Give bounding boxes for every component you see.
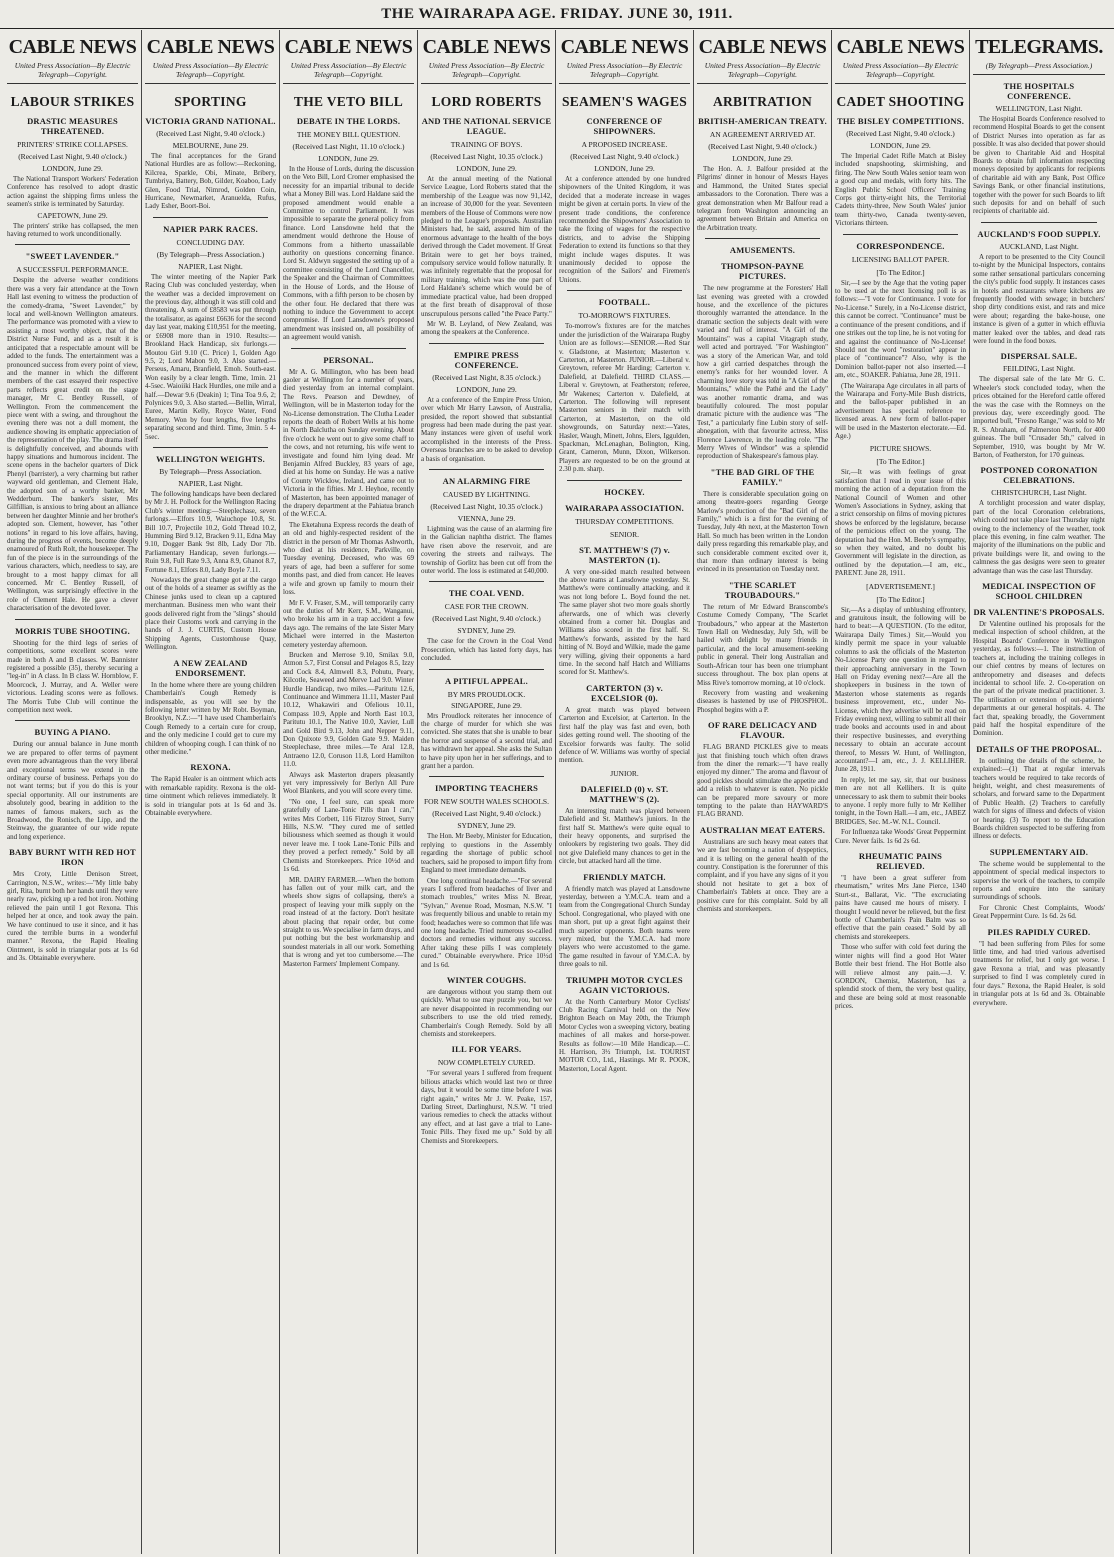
section-divider bbox=[153, 217, 268, 218]
article-kicker: LICENSING BALLOT PAPER. bbox=[851, 254, 950, 264]
article-subheadline: EMPIRE PRESS CONFERENCE. bbox=[454, 349, 519, 370]
article-subheadline: AUCKLAND'S FOOD SUPPLY. bbox=[977, 228, 1101, 239]
article-subheadline: AN ALARMING FIRE bbox=[442, 475, 531, 486]
section-divider bbox=[15, 619, 130, 620]
section-divider bbox=[15, 720, 130, 721]
article-headline: ARBITRATION bbox=[712, 94, 813, 109]
section-divider bbox=[429, 469, 544, 470]
dateline: LONDON, June 29. bbox=[318, 154, 379, 163]
received-line: (Received Last Night, 10.35 o'clock.) bbox=[430, 501, 543, 511]
article-kicker: BY MRS PROUDLOCK. bbox=[447, 689, 526, 699]
article-subheadline: ILL FOR YEARS. bbox=[451, 1044, 522, 1055]
article-subheadline: NAPIER PARK RACES. bbox=[163, 223, 258, 234]
article-paragraph: The Hon. Mr Beeby, Minister for Education, replying to questions in the Assembly regarding the shortage of public school teachers, said he proposed to import fifty from England to meet immediate demands. bbox=[421, 832, 552, 875]
article-subheadline: THE HOSPITALS CONFERENCE. bbox=[1003, 81, 1075, 101]
article-kicker: CONCLUDING DAY. bbox=[176, 237, 245, 247]
article-paragraph: Mr F. V. Fraser, S.M., will temporarily carry out the duties of Mr Kerr, S.M., Wanganui, who broke his arm in a trap accident a few days ago. The remains of the late Sister Mary Michael were interred in the Masterton cemetery yesterday afternoon. bbox=[283, 598, 414, 649]
article-subheadline: BUYING A PIANO. bbox=[34, 727, 111, 738]
dateline: SYDNEY, June 29. bbox=[457, 626, 516, 636]
article-subheadline: BABY BURNT WITH RED HOT IRON bbox=[9, 847, 136, 868]
received-line: (Received Last Night, 9.40 o'clock.) bbox=[156, 129, 265, 138]
article-subheadline: FRIENDLY MATCH. bbox=[583, 871, 666, 882]
article-paragraph: Mr A. G. Millington, who has been head gaoler at Wellington for a number of years, died yesterday from an internal complaint. The Revs. Pearson and Dewdney, of Wellington, will be in Masterton today for the No-License demonstration. The Clutha Leader reports the death of Robert Wells at his home in North Balclutha on Sunday evening. About five o'clock he went out to give some chaff to the cows, and not returning, his wife went to investigate and found him lying dead. Mr Benjamin Alfred Buckley, 83 years of age, died at his home on Sunday. He was a native of County Wicklow, Ireland, and came out to Victoria in the fifties. Mr J. Heyhoe, recently of Masterton, has been appointed manager of the drapery department at the Pahiatua branch of the W.F.C.A. bbox=[283, 367, 414, 519]
newspaper-column bbox=[4, 30, 142, 1554]
article-subheadline: BRITISH-AMERICAN TREATY. bbox=[698, 116, 827, 126]
press-association-credit: United Press Association—By Electric Telegraph—Copyright. bbox=[421, 61, 552, 84]
article-paragraph: During our annual balance in June month we are prepared to offer terms of payment even more advantageous than the very liberal and exceptional terms we extend in the ordinary course of business. Perhaps you do not want terms; but if you do this is your special opportunity. All our instruments are absolutely good, bearing in addition to the names of famous makers, such as the Broadwood, the Ronisch, the Lipp, and the Steinway, the guarantee of our wide repute and long experience. bbox=[7, 740, 138, 841]
received-line: (Received Last Night, 9.40 o'clock.) bbox=[18, 152, 127, 161]
article-paragraph: Recovery from wasting and weakening diseases is hastened by use of PHOSPHOL. Phosphol begins with a P. bbox=[697, 688, 828, 714]
article-subheadline: VICTORIA GRAND NATIONAL. bbox=[145, 116, 276, 126]
article-paragraph: Sir,—It was with feelings of great satisfaction that I read in your issue of this morning the action of a deputation from the National Council of Women and other Women's Associations in Sydney, asking that a strict censorship on films of moving pictures shows be enforced by the legislature, because of the pernicious effect on the young. The deputation had the Hon. M. Beeby's sympathy, so when they waited, and no doubt his Government will legislate in the direction, as outlined by the deputation.—I am, etc., PARENT. June 28, 1911. bbox=[835, 468, 966, 578]
article-subheadline: POSTPONED CORONATION CELEBRATIONS. bbox=[980, 465, 1098, 486]
article-subheadline: THOMPSON-PAYNE PICTURES. bbox=[720, 261, 805, 282]
press-association-credit: (By Telegraph—Press Association.) bbox=[973, 61, 1105, 75]
article-subheadline: A PITIFUL APPEAL. bbox=[445, 675, 528, 686]
article-paragraph: Shooting for the third legs of series of competitions, some excellent scores were made in both A and B classes. W. Bannister registered a possible (35), thereby securing a "leg-in" in A class. In B class W. Hornblow, F. Moorcock, J. Murray, and A. Weller were victorious. Leading scores were as follows. The Morris Tube Club will continue the competition next week. bbox=[7, 638, 138, 714]
article-paragraph: In the House of Lords, during the discussion on the Veto Bill, Lord Cromer emphasised the necessity for an impartial tribunal to decide what a Money Bill was. Lord Haldane said the proposed amendment would enable a Committee to control Parliament. It was impossible to separate the general policy from finance. Lord Lansdowne held that the amendment would dethrone the House of Commons from a hitherto unassailable authority on questions concerning finance. Lord St. Aldwyn suggested the setting up of a committee consisting of the Lord Chancellor, the Speaker and the Chairman of Committees in the House of Lords, and the House of Commons, with a fifth person to be chosen by the other four. He declared that there was nothing to induce the Government to accept compromise. If Lord Lansdowne's proposed amendment was insisted on, all possibility of an agreement would vanish. bbox=[283, 165, 414, 342]
article-paragraph: The Hon. A. J. Balfour presided at the Pilgrims' dinner in honour of Messrs Hayes and Hammond, the United States special ambassadors to the Coronation. There was a great demonstration when Mr Balfour read a telegram from Washington announcing an agreement between Britain and America on the Arbitration treaty. bbox=[697, 165, 828, 232]
article-kicker: FOR NEW SOUTH WALES SCHOOLS. bbox=[424, 797, 549, 807]
newspaper-column bbox=[280, 30, 418, 1554]
press-association-credit: United Press Association—By Electric Telegraph—Copyright. bbox=[145, 61, 276, 84]
article-headline: LABOUR STRIKES bbox=[10, 94, 135, 109]
article-subheadline: "THE SCARLET TROUBADOURS." bbox=[724, 579, 801, 600]
article-paragraph: The printers' strike has collapsed, the men having returned to work unconditionally. bbox=[7, 221, 138, 239]
article-subheadline: AND THE NATIONAL SERVICE LEAGUE. bbox=[421, 116, 552, 136]
article-paragraph: Sir,—As a display of unblushing effrontery, and gratuitous insult, the following will be hard to beat:—A QUESTION. (To the editor, Wairarapa Daily Times.) Sir,—Would you kindly permit me space in your valuable columns to ask the officials of the Masterton No-License Party one question in regard to their approaching anniversary in the Town Hall on Friday evening next?—Are all the shopkeepers in business in the town of Masterton whose statements as regards business improvement, etc., under No-License, which they advertise will be read on Friday evening next, willing to submit all their trade books and accounts used in and about their respective businesses, and everything necessary to obtain an accurate account thereof, to Messrs W. Hunt, of Wellington, accountant?—I am, etc., J. J. KELLIHER. June 28, 1911. bbox=[835, 605, 966, 774]
article-subheadline: TRIUMPH MOTOR CYCLES AGAIN VICTORIOUS. bbox=[566, 974, 683, 995]
article-headline: THE VETO BILL bbox=[293, 94, 404, 109]
received-line: (Received Last Night, 9.40 o'clock.) bbox=[846, 129, 955, 138]
article-paragraph: For Chronic Chest Complaints, Woods' Great Peppermint Cure. 1s 6d. 2s 6d. bbox=[973, 903, 1105, 921]
article-paragraph: The dispersal sale of the late Mr G. C. Wheeler's stock concluded today, when the prices obtained for the Hereford cattle offered the was the case with the Romneys on the previous day, were exceedingly good. The imported bull, "Fresno Range," was sold to Mr R. S. Abraham, of Palmerston North, for 400 guineas. The bull "Crusader 5th," calved in September, 1910, was bought by Mr W. Barton, of Featherston, for 170 guineas. bbox=[973, 375, 1105, 459]
press-association-credit: United Press Association—By Electric Telegraph—Copyright. bbox=[835, 61, 966, 84]
article-paragraph: Nowadays the great change got at the cargo out of the holds of a steamer as swiftly as the Chinese junks used to clean up a captured merchantman. Business men who want their goods delivered right from the "slings" should place their Customs work and carrying in the hands of J. J. CURTIS, Custom House Shipping Agents, Customhouse Quay, Wellington. bbox=[145, 576, 276, 652]
received-line: (Received Last Night, 8.35 o'clock.) bbox=[432, 372, 541, 382]
article-subheadline: PILES RAPIDLY CURED. bbox=[987, 926, 1091, 937]
article-paragraph: At a conference of the Empire Press Union, over which Mr Harry Lawson, of Australia, presided, the report showed that substantial progress had been made during the past year. Many instances were given of useful work accomplished in the interests of the Press. Overseas branches are to be asked to develop a basis of organisation. bbox=[421, 395, 552, 463]
article-paragraph: "I had been suffering from Piles for some little time, and had tried various advertised treatments for relief, but I only got worse. I gave Rexona a trial, and was pleasantly surprised to find I was completely cured in four days." Rexona, the Rapid Healer, is sold in triangular pots at 1s 6d and 3s. Obtainable everywhere. bbox=[973, 939, 1105, 1007]
article-subheadline: FOOTBALL. bbox=[598, 297, 651, 308]
column-banner: CABLE NEWS bbox=[146, 36, 275, 58]
dateline: SYDNEY, June 29. bbox=[457, 821, 516, 831]
article-subheadline: MEDICAL INSPECTION OF SCHOOL CHILDREN bbox=[982, 581, 1096, 602]
article-subheadline: WAIRARAPA ASSOCIATION. bbox=[565, 502, 684, 513]
article-paragraph: At the annual meeting of the National Service League, Lord Roberts stated that the membership of the League was now 91,142, an increase of 30,000 for the year. Seventeen members of the House of Commons were now pledged to the League's proposals. Australian Ministers had, he said, assured him of the enormous advantage to the health of the boys derived through the Cadet movement. If Great Britain were to get her boys trained, compulsory service would follow naturally. It was infinitely regrettable that the proposal for military training, which was the one part of Lord Haldane's scheme which would be of immediate practical value, had been dropped at the first breath of disapproval of those unscrupulous persons called "the Peace Party." bbox=[421, 175, 552, 318]
article-subheadline: IMPORTING TEACHERS bbox=[434, 783, 539, 794]
article-subheadline: DR VALENTINE'S PROPOSALS. bbox=[973, 607, 1105, 618]
section-divider bbox=[153, 447, 268, 448]
newspaper-columns bbox=[4, 30, 1110, 1554]
article-kicker: JUNIOR. bbox=[610, 768, 639, 778]
article-subheadline: DEBATE IN THE LORDS. bbox=[296, 116, 401, 126]
article-paragraph: The Imperial Cadet Rifle Match at Bisley included snapshooting, skirmishing, and firing. The New South Wales senior team won a good cup and medals, with forty hits. The English Public School Officers' Training Corps got thirty-eight hits, the Territorial Cadets thirty-three, New South Wales' junior team thirty-two, Canada twenty-seven, Victorians thirteen. bbox=[835, 152, 966, 228]
article-subheadline: DISPERSAL SALE. bbox=[1000, 351, 1078, 362]
received-line: (Received Last Night, 10.35 o'clock.) bbox=[430, 152, 543, 161]
article-subheadline: AUSTRALIAN MEAT EATERS. bbox=[699, 824, 826, 835]
article-subheadline: CORRESPONDENCE. bbox=[856, 240, 945, 251]
newspaper-column bbox=[694, 30, 832, 1554]
article-paragraph: (The Wairarapa Age circulates in all parts of the Wairarapa and Forty-Mile Bush districts, and the ballot-paper published in an advertisement has special reference to licensed areas. A new form of ballot-paper will be used in the Masterton electorate.—Ed. Age.) bbox=[835, 381, 966, 440]
column-banner: CABLE NEWS bbox=[284, 36, 413, 58]
article-kicker: A PROPOSED INCREASE. bbox=[581, 140, 668, 149]
section-divider bbox=[843, 234, 958, 235]
newspaper-column bbox=[970, 30, 1108, 1554]
dateline: WELLINGTON, Last Night. bbox=[995, 104, 1083, 113]
article-subheadline: ST. MATTHEW'S (7) v. MASTERTON (1). bbox=[579, 544, 670, 565]
article-paragraph: The National Transport Workers' Federation Conference has resolved to adopt drastic action against the shipping firms unless the seamen's strike is terminated by Saturday. bbox=[7, 175, 138, 209]
newspaper-column bbox=[418, 30, 556, 1554]
article-kicker: TRAINING OF BOYS. bbox=[450, 140, 523, 149]
article-paragraph: Despite the adverse weather conditions there was a very fair attendance at the Town Hall last evening to witness the production of the comedy-drama, "Sweet Lavender," by local and well-known Wellington amateurs. The performance was promoted with a view to assisting a most worthy object, that of the District Nurse Fund, and as a result it is anticipated that a respectable amount will be added to the funds. The entertainment was a pronounced success from every point of view, and the manner in which the different members of the cast essayed their respective parts reflects great credit on the stage manager, Mr C. Bentley Russell, of Wellington. From the commencement the piece went with a swing, and throughout the evening there was not a dull moment, the audience showing its emphatic appreciation of the representation of the play. The drama itself is delightfully conceived, and abounds with happy situations and humorous incident. The scene opens in the bachelor quarters of Dick Phenyl (barrister), a very charming but rather wayward old gentleman, and Clement Hale, the adopted son of a worthy banker, Mr Wedderburn. The banker's sister, Mrs Gilfillian, is anxious to bring about an alliance between her daughter Minnie and her brother's adopted son. Clement, however, has "other notions" in regard to his love affairs, having, during the progress of events, become deeply enamoured of Ruth Rolt, the housekeeper. The fun of the piece is in the surroundings of the various characters, which, needless to say, are brought to a most happy climax for all concerned. Mr C. Bentley Russell, of Wellington, was surprisingly effective in the role of Clement Hale. He gave a clever characterisation of the devoted lover. bbox=[7, 276, 138, 613]
dateline: LONDON, June 29. bbox=[732, 154, 793, 163]
article-paragraph: The return of Mr Edward Branscombe's Costume Comedy Company, "The Scarlet Troubadours," who appear at the Masterton Town Hall on Wednesday, July 5th, will be hailed with delight by many friends in particular, and the local amusement-seeking public in general. Their long Australian and South-African tour has been one triumphant success throughout. The box plan opens at Miss Rive's tomorrow morning, at 10 o'clock. bbox=[697, 602, 828, 687]
received-line: (Received Last Night, 9.40 o'clock.) bbox=[570, 152, 679, 161]
article-paragraph: A report to be presented to the City Council to-night by the Municipal Inspectors, contains some rather sensational particulars concerning the city's public food supply. It instances cases in hotels and restaurants where kitchens are frequently flooded with sewage; in butchers' shop dirty conditions exist, and rats and mice were about; regarding the bake-house, one instance is given of a gutter in which effluvia matter leaked over the tables, and dead rats were found in the food boxes. bbox=[973, 252, 1105, 345]
article-subheadline: REXONA. bbox=[190, 762, 231, 773]
article-paragraph: FLAG BRAND PICKLES give to meats just that finishing touch which often draws from the diner the remark:—"I have really enjoyed my dinner." The aroma and flavour of good pickles should stimulate the appetite and add a relish to whatever is eaten. No pickle can be prepared more savoury or more tempting to the palate than HAYWARD'S FLAG BRAND. bbox=[697, 743, 828, 819]
article-kicker: [ADVERTISEMENT.] bbox=[866, 581, 935, 591]
article-kicker: PRINTERS' STRIKE COLLAPSES. bbox=[17, 140, 128, 149]
article-paragraph: There is considerable speculation going on among theatre-goers regarding George Marlow's production of the "Bad Girl of the Family," which is a first for the evening of Tuesday, July 4th next, at the Masterton Town Hall. So much has been written in the London daily press regarding this remarkable play, and such considerable comment excited over it, that more than ordinary interest is being evinced in its presentation on Tuesday next. bbox=[697, 489, 828, 574]
article-paragraph: The new programme at the Foresters' Hall last evening was greeted with a crowded house, and the excellence of the pictures thoroughly warranted the attendance. In the dramatic section the subjects dealt with were varied and full of interest. "A Girl of the Mountains" was a capital Vitagraph study, well acted and portrayed. "For Washington" was a story of the American War, and told how a girl carried despatches through the enemy's ranks for her wounded lover. A charming love story was told in "A Girl of the Mountains," while the Pathé and the Lady" was another romantic drama, and was beautifully coloured. The most popular dramatic picture with the audience was "The Test," a particularly fine Lubin story of self-abnegation, with that favourite actress, Miss Florence Lawrence, in the leading role. "The Merry Wives of Windsor" was a splendid reproduction of Shakespeare's famous play. bbox=[697, 284, 828, 461]
article-paragraph: Always ask Masterton drapers pleasantly yet very impressively for Berlyn All Pure Wool Blankets, and you will score every time. bbox=[283, 770, 414, 796]
article-kicker: AN AGREEMENT ARRIVED AT. bbox=[709, 130, 816, 139]
dateline: NAPIER, Last Night. bbox=[178, 478, 243, 488]
article-subheadline: AMUSEMENTS. bbox=[729, 245, 796, 256]
article-paragraph: Mrs Croty, Little Denison Street, Carrington, N.S.W., writes:—"My little baby girl, Rita, burnt both her hands until they were nearly raw, picking up a red hot iron. Nothing relieved the pain until I got Rexona. This helped her at once, and took away the pain. We have continued to use it since, and it has cured the terrible burns in a wonderful manner." Rexona, the Rapid Healing Ointment, is sold in triangular pots at 1s 6d and 3s. Obtainable everywhere. bbox=[7, 870, 138, 963]
press-association-credit: United Press Association—By Electric Telegraph—Copyright. bbox=[559, 61, 690, 84]
column-banner: CABLE NEWS bbox=[836, 36, 965, 58]
article-subheadline: RHEUMATIC PAINS RELIEVED. bbox=[858, 851, 943, 872]
article-paragraph: A very one-sided match resulted between the above teams at Lansdowne yesterday. St. Matthew's were continually attacking, and it was not long before L. Boyd found the net. The same player shot two more goals shortly afterwards, one of which was cleverly obtained from a corner hit. Douglas and Williams also scored in the first half. St. Matthew's forwards, assisted by the hard hitting of N. Boyd and Wilkie, made the game very willing, giving their opponents a hard time. In the second half Hatch and Williams scored for St. Matthew's. bbox=[559, 567, 690, 677]
article-subheadline: DETAILS OF THE PROPOSAL. bbox=[976, 743, 1102, 754]
article-paragraph: The Rapid Healer is an ointment which acts with remarkable rapidity. Rexona is the old-time ointment which relieves immediately. It is sold in triangular pots at 1s 6d and 3s. Obtainable everywhere. bbox=[145, 775, 276, 817]
section-divider bbox=[291, 348, 406, 349]
received-line: (Received Last Night, 9.40 o'clock.) bbox=[432, 809, 541, 819]
article-paragraph: A torchlight procession and water display, part of the local Coronation celebrations, which could not take place last Thursday night owing to the inclemency of the weather, took place this evening, in fine calm weather. The majority of the illuminations on the public and private buildings were lit, and owing to the calmness the gas designs were seen to greater advantage than was the case last Thursday. bbox=[973, 499, 1105, 575]
dateline: FEILDING, Last Night. bbox=[1002, 364, 1076, 374]
article-kicker: TO-MORROW'S FIXTURES. bbox=[578, 311, 671, 321]
received-line: (Received Last Night, 9.40 o'clock.) bbox=[708, 142, 817, 151]
article-paragraph: At a conference attended by one hundred shipowners of the United Kingdom, it was decided that a moderate increase in wages might be given at certain ports. In view of the present trade conditions, the conference recommended the Shipowners' Association to take the fixing of wages for the respective districts, and to advise the Shipping Federation to extend its functions so that they might include wages disputes. It was unanimously decided to oppose the recognition of the Sailors' and Firemen's Unions. bbox=[559, 175, 690, 284]
article-paragraph: Dr Valentine outlined his proposals for the medical inspection of school children, at the Hospital Boards' Conference in Wellington yesterday, as follows:—1. The instruction of teachers at, including the training colleges in our chief centres by means of lectures on anthropometry and diseases and defects incidental to school life. 2. Co-operation on the part of the private medical practitioner. 3. The utilisation or extension of out-patients' departments at our general hospitals. 4. The fact that, speaking broadly, the Government paid half the hospital expenditure of the Dominion. bbox=[973, 620, 1105, 738]
article-kicker: A SUCCESSFUL PERFORMANCE. bbox=[16, 265, 129, 275]
newspaper-column bbox=[832, 30, 970, 1554]
article-subheadline: CONFERENCE OF SHIPOWNERS. bbox=[586, 116, 663, 136]
article-paragraph: One long continual headache.—"For several years I suffered from headaches of liver and stomach troubles," writes Miss N. Brear, "Sylvan," Avenue Road, Mosman, N.S.W. "I was frequently bilious and unable to retain my food; headaches were so common that life was one long headache. Tried numerous so-called doctors and remedies without any success. After taking these pills I was completely cured." Obtainable everywhere. Price 10½d and 1s 6d. bbox=[421, 876, 552, 969]
article-subheadline: SUPPLEMENTARY AID. bbox=[989, 846, 1089, 857]
dateline: VIENNA, June 29. bbox=[457, 513, 516, 523]
section-divider bbox=[15, 244, 130, 245]
article-paragraph: An interesting match was played between Dalefield and St. Matthew's juniors. In the first half St. Matthew's were quite equal to their heavy opponents, and surprised the onlookers by registering two goals. They did not give Dalefield many chances to get in the circle, but attacked hard all the time. bbox=[559, 806, 690, 866]
article-paragraph: The Hospital Boards Conference resolved to recommend Hospital Boards to get the consent of District Nurses into operation as far as possible. It was also decided that power should be given to Charitable Aid and Hospital Boards to obtain full information respecting moneys deposited by applicants for recipients of charitable aid with any Bank, Post Office Savings Bank, or other financial institutions, together with the power for such Boards to lift such deposits for and on behalf of such recipients of charitable aid. bbox=[973, 115, 1105, 216]
article-subheadline: OF RARE DELICACY AND FLAVOUR. bbox=[708, 720, 817, 741]
press-association-credit: United Press Association—By Electric Telegraph—Copyright. bbox=[697, 61, 828, 84]
article-paragraph: In the home where there are young children Chamberlain's Cough Remedy is indispensable, as you will see by the following letter written by Mr Robt. Boyman, Brooklyn, N.Z.:—"I have used Chamberlain's Cough Remedy to a certain cure for croup, and the only medicine I could get to cure my children of whooping cough. I can think of no other medicine." bbox=[145, 680, 276, 756]
dateline: AUCKLAND, Last Night. bbox=[999, 241, 1079, 251]
article-paragraph: Sir,—I see by the Age that the voting paper to be used at the next licensing poll is as follows:—"I vote for Continuance. I vote for No-License." Surely, in a No-License district, this cannot be correct. "Continuance" must be a continuance of the present conditions, and if one strikes out the top line, he is not voting for and against the continuance of No-License! Should not the word "restoration" appear in place of "continuance"? Also, why is the Dominion ballot-paper not also inserted.—I am, etc., SOAKER. Pahiatua, June 28, 1911. bbox=[835, 278, 966, 380]
article-paragraph: are dangerous without you stamp them out quickly. What to use may puzzle you, but we are never disappointed in recommending our subscribers to use the old tried remedy, Chamberlain's Cough Remedy. Sold by all chemists and storekeepers. bbox=[421, 987, 552, 1038]
article-paragraph: The following handicaps have been declared by Mr J. H. Pollock for the Wellington Racing Club's winter meeting:—Steeplechase, seven furlongs.—Elfors 10.9, Waiuchope 10.8, St. Bill 10.7, Projectile 10.2, Gold Thread 10.2, Humming Bird 9.12, Bracken 9.11, Edna May 9.10, Dogger Bank 9st 8lb, Lady Dor 7lb. Parliamentary Handicap, seven furlongs.—Ruin 9.8, Full Rate 9.3, Anna 8.9, Ghanot 8.7, Fortune 8.1, Elfors 8.0, Lady Boyle 7.11. bbox=[145, 489, 276, 574]
section-divider bbox=[429, 776, 544, 777]
dateline: LONDON, June 29. bbox=[456, 164, 517, 173]
newspaper-column bbox=[142, 30, 280, 1554]
column-banner: TELEGRAMS. bbox=[975, 36, 1103, 58]
article-subheadline: HOCKEY. bbox=[604, 486, 645, 497]
article-headline: CADET SHOOTING bbox=[836, 94, 965, 109]
article-headline: LORD ROBERTS bbox=[431, 94, 542, 109]
dateline: LONDON, June 29. bbox=[870, 141, 931, 150]
article-paragraph: A great match was played between Carterton and Excelsior, at Carterton. In the first half the play was fast and even, both sides getting round well. The shooting of the Excelsior forwards was faulty. The solid defence of W. Williams was worthy of special mention. bbox=[559, 705, 690, 765]
article-paragraph: For Influenza take Woods' Great Peppermint Cure. Never fails. 1s 6d 2s 6d. bbox=[835, 828, 966, 845]
press-association-credit: United Press Association—By Electric Telegraph—Copyright. bbox=[283, 61, 414, 84]
article-paragraph: In reply, let me say, sir, that our business men are not all Kellihers. It is quite unnecessary to ask them to submit their books to anyone. I reply more fully to Mr Kelliher tonight, in the Town Hall.—I am, etc., JABEZ BRIDGES, Sec. M.-W. N.L. Council. bbox=[835, 775, 966, 826]
newspaper-column bbox=[556, 30, 694, 1554]
article-paragraph: "I have been a great sufferer from rheumatism," writes Mrs Jane Pierce, 1340 Sturt-st., Ballarat, Vic. "The excruciating pains have caused me hours of misery. I thought I would never be relieved, but the first bottle of Chamberlain's Pain Balm was so effective that the pain ceased." Sold by all chemists and storekeepers. bbox=[835, 874, 966, 941]
section-divider bbox=[705, 238, 820, 239]
article-subheadline: MORRIS TUBE SHOOTING. bbox=[15, 625, 130, 636]
article-subheadline: DALEFIELD (0) v. ST. MATTHEW'S (2). bbox=[580, 783, 669, 804]
article-paragraph: MR. DAIRY FARMER.—When the bottom has fallen out of your milk cart, and the wheels show signs of collapsing, there's a prospect of leaving your milk supply on the road instead of at the factory. Don't hesitate about placing that repair order, but come straight to us. We specialise in farm drays, and put nothing but the best workmanship and soundest materials in all our work. Something that is wrong and yet too cumbersome.—The Masterton Farmers' Implement Company. bbox=[283, 875, 414, 968]
section-divider bbox=[429, 343, 544, 344]
dateline: LONDON, June 29. bbox=[42, 164, 103, 173]
article-subheadline: WELLINGTON WEIGHTS. bbox=[156, 453, 265, 464]
dateline: MELBOURNE, June 29. bbox=[172, 141, 249, 150]
received-line: (Received Last Night, 11.10 o'clock.) bbox=[292, 142, 405, 151]
article-paragraph: Australians are such heavy meat eaters that we are fast becoming a nation of dyspeptics, and it is telling on the general health of the country. Constipation is the forerunner of this complaint, and if you have any signs of it you should not hesitate to get a box of Chamberlain's Tablets at once. They are a positive cure for this complaint. Sold by all chemists and storekeepers. bbox=[697, 837, 828, 914]
article-paragraph: At the North Canterbury Motor Cyclists' Club Racing Carnival held on the New Brighton Beach on May 20th, the Triumph Motor Cycles won a sweeping victory, beating machines of all makes and horse-power. Results as follow:—10 Mile Handicap.—C. H. Harrison, 3½ Triumph, 1st. TOURIST MOTOR CO., Ltd., Hastings. Mr R. POOK, Masterton, Local Agent. bbox=[559, 997, 690, 1073]
column-banner: CABLE NEWS bbox=[698, 36, 827, 58]
article-paragraph: The final acceptances for the Grand National Hurdles are as follow:—Reckoning, Kilcrea, Sparkle, Obi, Minate, Bribery, Tumbriya, Battery, Bob, Gilder, Koaboo, Lady Glen, Food Trial, Nimrod, Golden Coin, Hurricane, Newmarket, Aranuelda, Rufus, Lady Esher, Boort-Boi. bbox=[145, 152, 276, 211]
article-paragraph: The winter meeting of the Napier Park Racing Club was concluded yesterday, when the weather was a decided improvement on the previous day, although it was still cold and threatening. A sum of £8583 was put through the totalisator, as against £6636 for the second day last year, making £10,951 for the meeting, or £6908 more than in 1910. Results:—Brookland Hack Handicap, six furlongs.—Moutou Girl 9.10 (C. Price) 1, Golden Ago 9.5, 2; Lord Mabon 9.0, 3. Also started.—Perseus, Amaru, Branfield, Emoh. South-east. Won easily by a clear length. Time, 1min. 21 4-5sec. Waioiiki Hack Hurdles, one mile and a half.—Dewar 9.6 (Deakin) 1; Tina Toa 9.6, 2; Polynices 9.0, 3. Also started.—Bellin, Wirral, Euree, Martin Kelly, Royce Water, Fond Memory. Won by four lengths, five lengths separating second and third. Time, 3min. 5 4-5sec. bbox=[145, 272, 276, 441]
article-subheadline: WINTER COUGHS. bbox=[446, 974, 527, 985]
article-kicker: [To The Editor.] bbox=[876, 594, 925, 604]
article-kicker: NOW COMPLETELY CURED. bbox=[437, 1058, 536, 1068]
column-banner: CABLE NEWS bbox=[560, 36, 689, 58]
received-line: (By Telegraph—Press Association.) bbox=[156, 249, 265, 259]
article-subheadline: THE COAL VEND. bbox=[448, 588, 525, 599]
article-paragraph: Mrs Proudlock reiterates her innocence of the charge of murder for which she was convicted. She states that she is unable to bear the horror and suspense of a second trial, and has withdrawn her appeal. She asks the Sultan to have pity upon her in her sufferings, and to grant her a pardon. bbox=[421, 711, 552, 771]
article-paragraph: Lightning was the cause of an alarming fire in the Galician naphtha district. The flames have risen above the reservoir, and are covering the streets and railways. The township of Gorlitz has been cut off from the outer world. The loss is estimated at £40,000. bbox=[421, 524, 552, 575]
section-divider bbox=[429, 669, 544, 670]
article-kicker: [To The Editor.] bbox=[876, 267, 925, 277]
article-subheadline: "SWEET LAVENDER." bbox=[25, 251, 120, 262]
article-subheadline: DRASTIC MEASURES THREATENED. bbox=[27, 116, 118, 136]
article-subheadline: THE BISLEY COMPETITIONS. bbox=[836, 116, 965, 126]
dateline: CAPETOWN, June 29. bbox=[37, 210, 108, 220]
article-paragraph: A friendly match was played at Lansdowne yesterday, between a Y.M.C.A. team and a team from the Congregational Church Sunday School. Congregational, who played with one man short, put up a great fight against their much superior opponents. Both teams were very mixed, but the Y.M.C.A. had more players who were accustomed to the game. The game resulted in favour of Y.M.C.A. by three goals to nil. bbox=[559, 884, 690, 969]
article-paragraph: "For several years I suffered from frequent bilious attacks which would last two or three days, but it would be some time before I was right again," writes Mr J. W. Peake, 157, Darling Street, Darlinghurst, N.S.W. "I tried various remedies to check the attacks without any effect, and at last gave a trial to Lane-Tonic Pills. They fixed me up." Sold by all Chemists and Storekeepers. bbox=[421, 1069, 552, 1145]
dateline: LONDON, June 29. bbox=[594, 164, 655, 173]
article-paragraph: The scheme would be supplemental to the appointment of special medical inspectors to supervise the work of the teachers, to compile reports and enquire into the sanitary surroundings of schools. bbox=[973, 859, 1105, 902]
dateline: CHRISTCHURCH, Last Night. bbox=[991, 488, 1087, 498]
article-paragraph: Those who suffer with cold feet during the winter nights will find a good Hot Water Bottle their best friend. The Hot Bottle also will relieve almost any pain.—J. V. GORDON, Chemist, Masterton, has a splendid stock of them, the very best quality, and these are being sold at most reasonable prices. bbox=[835, 943, 966, 1011]
column-banner: CABLE NEWS bbox=[8, 36, 137, 58]
article-kicker: [To The Editor.] bbox=[876, 457, 925, 467]
article-subheadline: PERSONAL. bbox=[323, 354, 374, 365]
article-subheadline: "THE BAD GIRL OF THE FAMILY." bbox=[710, 466, 815, 487]
article-kicker: CASE FOR THE CROWN. bbox=[444, 602, 529, 612]
article-kicker: PICTURE SHOWS. bbox=[869, 444, 932, 454]
section-divider bbox=[981, 222, 1097, 223]
section-divider bbox=[567, 290, 682, 291]
dateline: LONDON, June 29. bbox=[456, 384, 517, 394]
article-kicker: SENIOR. bbox=[610, 529, 639, 539]
article-kicker: CAUSED BY LIGHTNING. bbox=[442, 489, 530, 499]
article-paragraph: To-morrow's fixtures are for the matches under the jurisdiction of the Wairarapa Rugby Union are as follows:—SENIOR.—Red Star v. Gladstone, at Masterton; Masterton v. Carterton, at Masterton. JUNIOR.—Liberal v. Greytown, referee Mr Harding; Carterton v. Dalefield, at Dalefield. THIRD CLASS.—Liberal v. Greytown, at Featherston; referee, Mr Wakenes; Carterton v. Dalefield, at Carterton. The following will represent Masterton seniors in their match with Carterton, at Masterton, on the old showgrounds, on Saturday next:—Yates, Hasler, Waugh, Minett, Johns, Elers, Iggulden, Spackman, McLenaghan, Bolington, King, Grant, Cameron, Munn, Dixon, Wilkerson. Players are requested to be on the ground at 2.30 p.m. sharp. bbox=[559, 322, 690, 474]
dateline: SINGAPORE, June 29. bbox=[451, 700, 522, 710]
article-subheadline: A NEW ZEALAND ENDORSEMENT. bbox=[173, 657, 248, 678]
section-divider bbox=[429, 581, 544, 582]
article-headline: SEAMEN'S WAGES bbox=[561, 94, 688, 109]
article-subheadline: CARTERTON (3) v. EXCELSIOR (0). bbox=[586, 682, 663, 703]
section-divider bbox=[567, 480, 682, 481]
masthead: THE WAIRARAPA AGE. FRIDAY. JUNE 30, 1911. bbox=[0, 0, 1114, 29]
article-kicker: THURSDAY COMPETITIONS. bbox=[575, 516, 674, 526]
article-paragraph: The case for the Crown in the Coal Vend Prosecution, which has lasted forty days, has concluded. bbox=[421, 637, 552, 663]
article-paragraph: "No one, I feel sure, can speak more gratefully of Lane-Tonic Pills than I can," writes Mrs Corbett, 116 Fitzroy Street, Surry Hills, N.S.W. "They cured me of settled biliousness which seemed as though it would never leave me. I took Lane-Tonic Pills and they proved a perfect remedy." Sold by all Chemists and Storekeepers. Price 10½d and 1s 6d. bbox=[283, 797, 414, 874]
article-paragraph: Mr W. B. Leyland, of New Zealand, was among the speakers at the Conference. bbox=[421, 319, 552, 337]
dateline: NAPIER, Last Night. bbox=[178, 261, 243, 271]
received-line: (Received Last Night, 9.40 o'clock.) bbox=[432, 614, 541, 624]
article-paragraph: In outlining the details of the scheme, he explained:—(1) That at regular intervals teachers would be required to take records of height, weight, and chest measurements of scholars, and forward same to the Department of Public Health. (2) Teachers to carefully watch for signs of illness and defects of vision or hearing. (3) To report to the Education Boards children suspected to be suffering from illness or defects. bbox=[973, 756, 1105, 841]
article-headline: SPORTING bbox=[174, 94, 247, 109]
column-banner: CABLE NEWS bbox=[422, 36, 551, 58]
press-association-credit: United Press Association—By Electric Telegraph—Copyright. bbox=[7, 61, 138, 84]
article-paragraph: Brucken and Merrose 9.10, Smilax 9.0, Atmon 5.7, First Consul and Pelagos 8.5, Izzy and Cock 8.4, Almwell 8.3, Pohutu, Peary, Kilcotle, Seaweed and Merve Lad 9.0. Winter Hurdle Handicap, two miles.—Paritutu 12.6, Continuance and Wimmera 11.11, Master Paul 10.12, Whakawiri and Ofelious 10.11, Compass 10.9, Apple and North East 10.3, Paritutu 10.1, The Native 10.0, Xavier, Lull and Gold Bird 9.13, John and Nepper 9.11, Don Quixote 9.9, Golden Gate 9.9. Maiden Steeplechase, three miles.—Te Aral 12.8, Antraeno 12.0, Coruson 11.8, Lord Hamilton 11.0. bbox=[283, 650, 414, 769]
article-kicker: THE MONEY BILL QUESTION. bbox=[296, 130, 401, 139]
article-paragraph: The Eketahuna Express records the death of an old and highly-respected resident of the district in the person of Mr Thomas Ashworth, who died at his residence, Parkville, on Tuesday evening. Deceased, who was 69 years of age, had been a sufferer for some months past, and died from cancer. He leaves a wife and grown up family to mourn their loss. bbox=[283, 520, 414, 597]
received-line: By Telegraph—Press Association. bbox=[159, 466, 262, 476]
